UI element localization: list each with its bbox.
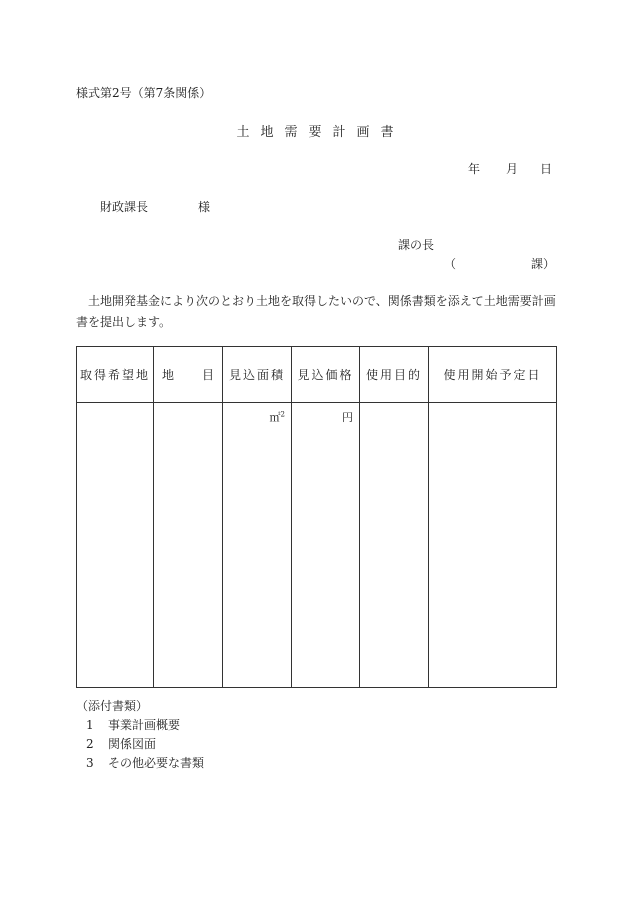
attachment-label: 事業計画概要 — [108, 718, 181, 732]
attachment-number: 3 — [86, 756, 94, 770]
header-land-category — [154, 347, 223, 403]
cell-location[interactable] — [77, 403, 154, 688]
table-row — [77, 403, 557, 688]
sender-paren-open: （ — [444, 257, 457, 271]
header-purpose: 使用目的 — [360, 347, 429, 403]
header-price: 見込価格 — [292, 347, 360, 403]
price-unit: 円 — [342, 411, 353, 424]
addressee-name: 財政課長 — [100, 200, 149, 214]
area-unit — [223, 403, 291, 425]
attachments-list — [86, 716, 204, 773]
header-land-category-left: 地 — [162, 368, 175, 382]
date-month: 月 — [506, 162, 519, 176]
document-title: 土地需要計画書 — [236, 125, 405, 140]
sender-paren-close: 課） — [531, 257, 556, 271]
cell-land-category[interactable] — [154, 403, 223, 688]
sender-title: 課の長 — [398, 238, 435, 252]
header-location: 取得希望地 — [77, 347, 154, 403]
form-number: 様式第2号（第7条関係） — [76, 86, 212, 100]
area-unit-label: ㎡ — [269, 411, 281, 424]
cell-start-date[interactable] — [429, 403, 557, 688]
table-header-row — [77, 347, 557, 403]
addressee-honorific: 様 — [198, 200, 211, 214]
attachment-number: 1 — [86, 718, 94, 732]
attachment-label: 関係図面 — [108, 737, 157, 751]
attachment-item — [86, 716, 204, 735]
cell-purpose[interactable] — [360, 403, 429, 688]
date-year: 年 — [468, 162, 481, 176]
attachment-item — [86, 754, 204, 773]
cell-area[interactable] — [223, 403, 292, 688]
attachment-label: その他必要な書類 — [108, 756, 205, 770]
attachment-number: 2 — [86, 737, 94, 751]
body-text: 土地開発基金により次のとおり土地を取得したいので、関係書類を添えて土地需要計画書を提出します。 — [76, 294, 556, 329]
header-land-category-right: 目 — [201, 368, 214, 382]
attachments-title: （添付書類） — [76, 699, 149, 713]
header-area: 見込面積 — [223, 347, 292, 403]
header-start-date: 使用開始予定日 — [429, 347, 557, 403]
area-unit-superscript: 2 — [280, 410, 285, 419]
attachment-item — [86, 735, 204, 754]
date-day: 日 — [540, 162, 553, 176]
land-demand-table — [76, 346, 557, 688]
cell-price[interactable] — [292, 403, 360, 688]
